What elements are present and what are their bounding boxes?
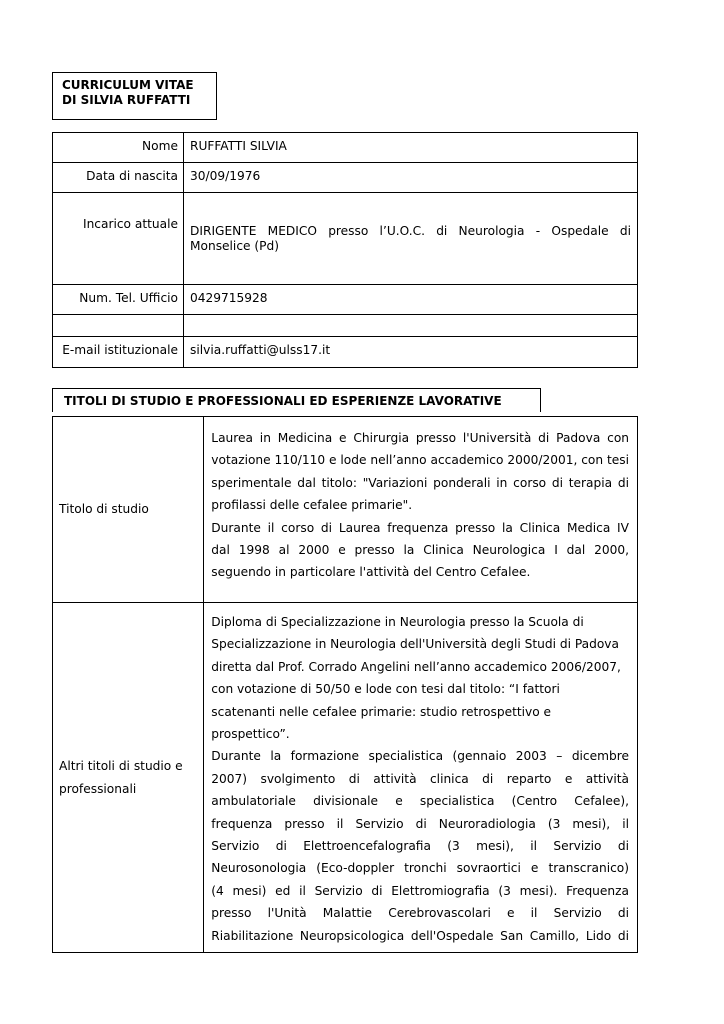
degree-line: Durante il corso di Laurea frequenza presso la Clinica Medica IV	[211, 520, 629, 535]
other-titles-line: Durante la formazione specialistica (gennaio 2003 – dicembre	[211, 749, 629, 764]
role-value: DIRIGENTE MEDICO presso l’U.O.C. di Neurologia - Ospedale di Monselice (Pd)	[184, 193, 638, 285]
personal-info-table	[52, 132, 638, 368]
row-other-titles	[53, 603, 638, 953]
row-phone	[53, 285, 638, 315]
birth-label: Data di nascita	[53, 163, 184, 193]
birth-value: 30/09/1976	[184, 163, 638, 193]
row-empty	[53, 315, 638, 337]
other-titles-line: prospettico”.	[211, 727, 290, 742]
other-titles-line: Neurosonologia (Eco-doppler tronchi sovraortici e transcranico)	[211, 861, 629, 876]
phone-label: Num. Tel. Ufficio	[53, 285, 184, 315]
cv-title-line1: CURRICULUM VITAE	[62, 78, 194, 92]
degree-line: seguendo in particolare l'attività del Centro Cefalee.	[211, 565, 531, 580]
degree-label: Titolo di studio	[53, 417, 204, 603]
row-name	[53, 133, 638, 163]
other-titles-label-line2: professionali	[59, 781, 137, 796]
degree-line: Laurea in Medicina e Chirurgia presso l'Università di Padova con	[211, 431, 629, 445]
other-titles-line: Diploma di Specializzazione in Neurologia presso la Scuola di	[211, 615, 584, 629]
degree-line: dal 1998 al 2000 e presso la Clinica Neurologica I dal 2000,	[211, 543, 629, 558]
cv-title	[52, 72, 217, 120]
other-titles-text	[204, 603, 638, 953]
other-titles-line: 2007) svolgimento di attività clinica di reparto e attività	[211, 771, 629, 786]
empty-label	[53, 315, 184, 337]
degree-line: sperimentale dal titolo: "Variazioni ponderali in corso di terapia di	[211, 475, 629, 490]
email-value: silvia.ruffatti@ulss17.it	[184, 337, 638, 368]
degree-text	[204, 417, 638, 603]
phone-value: 0429715928	[184, 285, 638, 315]
other-titles-line: diretta dal Prof. Corrado Angelini nell’anno accademico 2006/2007,	[211, 659, 621, 674]
other-titles-line: Specializzazione in Neurologia dell'Università degli Studi di Padova	[211, 637, 619, 652]
studies-table	[52, 416, 638, 953]
row-birth	[53, 163, 638, 193]
other-titles-label	[53, 603, 204, 953]
other-titles-line: con votazione di 50/50 e lode con tesi dal titolo: “I fattori	[211, 682, 560, 697]
other-titles-line: (4 mesi) ed il Servizio di Elettromiografia (3 mesi). Frequenza	[211, 883, 629, 898]
other-titles-line: frequenza presso il Servizio di Neuroradiologia (3 mesi), il	[211, 816, 629, 831]
row-role	[53, 193, 638, 285]
name-value: RUFFATTI SILVIA	[184, 133, 638, 163]
other-titles-line: Servizio di Elettroencefalografia (3 mesi), il Servizio di	[211, 839, 629, 854]
role-label: Incarico attuale	[53, 193, 184, 285]
cv-title-line2: DI SILVIA RUFFATTI	[62, 93, 191, 107]
empty-value	[184, 315, 638, 337]
email-label: E-mail istituzionale	[53, 337, 184, 368]
name-label: Nome	[53, 133, 184, 163]
other-titles-line: scatenanti nelle cefalee primarie: studio retrospettivo e	[211, 704, 552, 719]
degree-line: profilassi delle cefalee primarie".	[211, 498, 413, 513]
row-email	[53, 337, 638, 368]
section-title: TITOLI DI STUDIO E PROFESSIONALI ED ESPERIENZE LAVORATIVE	[52, 388, 541, 412]
other-titles-label-line1: Altri titoli di studio e	[59, 759, 183, 774]
other-titles-line: ambulatoriale divisionale e specialistica (Centro Cefalee),	[211, 794, 629, 809]
other-titles-line: presso l'Unità Malattie Cerebrovascolari e il Servizio di	[211, 906, 629, 921]
other-titles-line: Riabilitazione Neuropsicologica dell'Ospedale San Camillo, Lido di	[211, 928, 629, 943]
degree-line: votazione 110/110 e lode nell’anno accademico 2000/2001, con tesi	[211, 453, 629, 468]
row-degree	[53, 417, 638, 603]
